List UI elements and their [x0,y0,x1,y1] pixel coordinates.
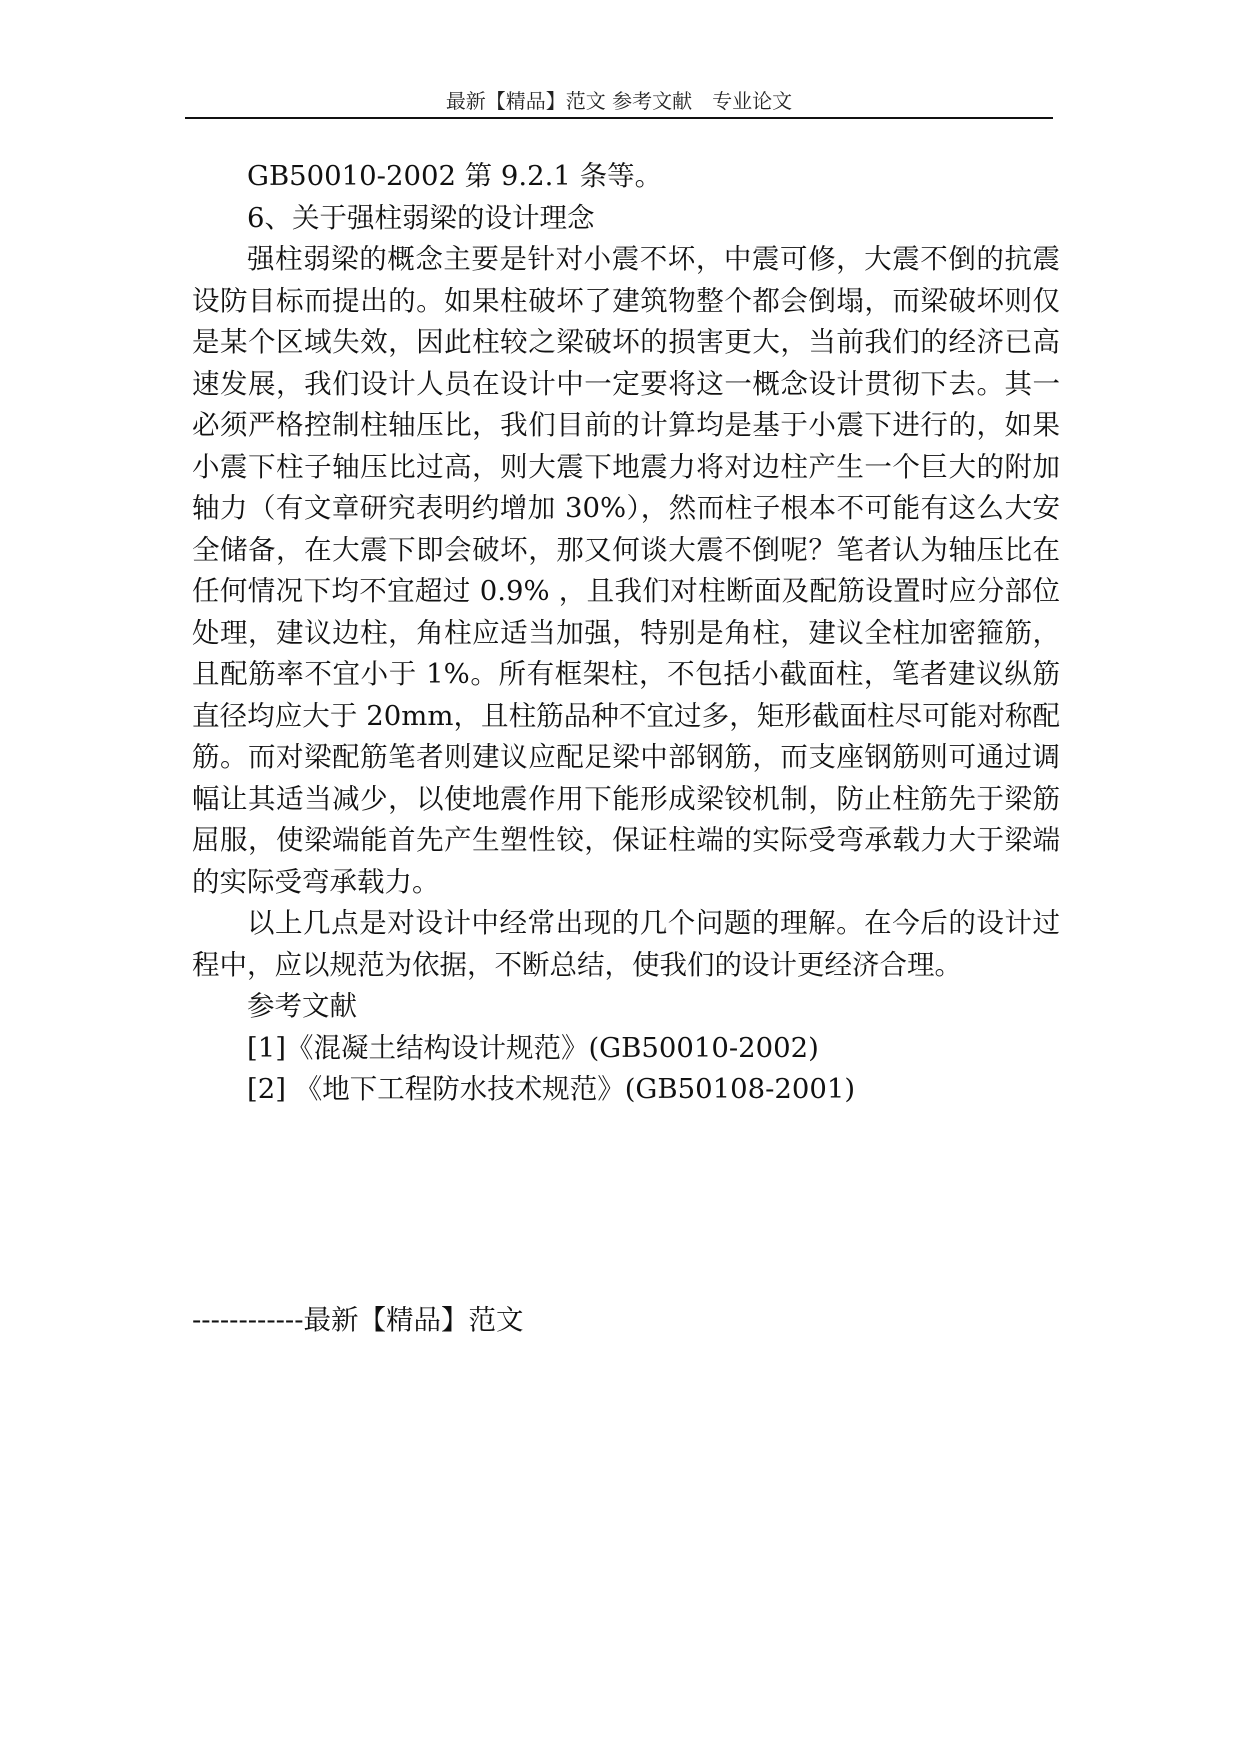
paragraph-code-reference: GB50010-2002 第 9.2.1 条等。 [247,160,663,192]
paragraph-conclusion: 以上几点是对设计中经常出现的几个问题的理解。在今后的设计过程中，应以规范为依据，不断总结，使我们的设计更经济合理。 [192,907,1060,981]
document-body [192,156,1060,1111]
reference-item: [2] 《地下工程防水技术规范》(GB50108-2001) [247,1073,856,1105]
reference-item: [1]《混凝土结构设计规范》(GB50010-2002) [247,1031,819,1064]
references-heading: 参考文献 [247,990,357,1022]
page-header: 最新【精品】范文 参考文献 专业论文 [445,89,793,113]
section-heading: 6、关于强柱弱梁的设计理念 [247,201,595,234]
paragraph-strong-column-weak-beam: 强柱弱梁的概念主要是针对小震不坏，中震可修，大震不倒的抗震设防目标而提出的。如果柱破坏了建筑物整个都会倒塌，而梁破坏则仅是某个区域失效，因此柱较之梁破坏的损害更大，当前我们的经济已高速发展，我们设计人员在设计中一定要将这一概念设计贯彻下去。其一必须严格控制柱轴压比，我们目前的计算均是基于小震下进行的，如果小震下柱子轴压比过高，则大震下地震力将对边柱产生一个巨大的附加轴力（有文章研究表明约增加 30%），然而柱子根本不可能有这么大安全储备，在大震下即会破坏，那又何谈大震不倒呢？笔者认为轴压比在任何情况下均不宜超过 0.9% ，且我们对柱断面及配筋设置时应分部位处理，建议边柱，角柱应适当加强，特别是角柱，建议全柱加密箍筋，且配筋率不宜小于 1%。所有框架柱，不包括小截面柱，笔者建议纵筋直径均应大于 20mm，且柱筋品种不宜过多，矩形截面柱尽可能对称配筋。而对梁配筋笔者则建议应配足梁中部钢筋，而支座钢筋则可通过调幅让其适当减少，以使地震作用下能形成梁铰机制，防止柱筋先于梁筋屈服，使梁端能首先产生塑性铰，保证柱端的实际受弯承载力大于梁端的实际受弯承载力。 [192,243,1060,898]
header-divider [185,117,1053,119]
page-footer: ------------最新【精品】范文 [192,1304,524,1336]
